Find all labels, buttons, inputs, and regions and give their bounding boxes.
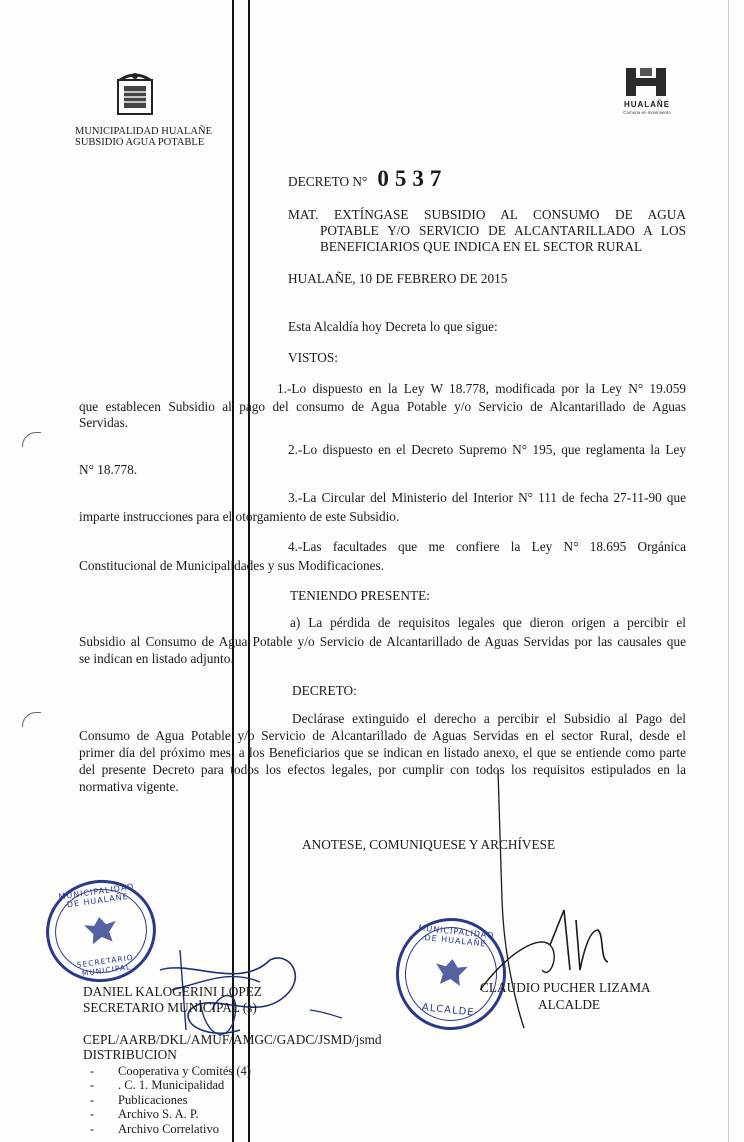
decreto-line-1: Declárase extinguido el derecho a percibir el Subsidio al Pago del <box>292 711 686 726</box>
decree-title <box>288 166 447 192</box>
teniendo-a-line-2: Subsidio al Consumo de Agua Potable y/o Servicio de Alcantarillado de Aguas Servidas por las causales que <box>79 634 686 649</box>
decreto-line-2: Consumo de Agua Potable y/o Servicio de Alcantarillado de Aguas Servidas en el sector Rural, desde el <box>79 728 686 743</box>
intro-text: Esta Alcaldía hoy Decreta lo que sigue: <box>288 319 498 334</box>
vistos-1-line-3: Servidas. <box>79 415 129 430</box>
decree-label: DECRETO N° <box>288 174 368 189</box>
eagle-icon <box>81 911 121 950</box>
stamp-left-top-text: MUNICIPALIDAD DE HUALAÑE <box>58 881 135 910</box>
binder-hole-mark <box>22 712 41 727</box>
page-edge <box>728 0 729 1142</box>
vistos-2-line-1: 2.-Lo dispuesto en el Decreto Supremo N° 195, que reglamenta la Ley <box>288 442 686 457</box>
list-item: - Archivo Correlativo <box>90 1121 220 1136</box>
decree-number: 0537 <box>377 166 448 191</box>
distribution-heading: DISTRIBUCION <box>83 1047 177 1062</box>
closing-formula: ANOTESE, COMUNIQUESE Y ARCHÍVESE <box>302 837 556 852</box>
subject-line-1: MAT. EXTÍNGASE SUBSIDIO AL CONSUMO DE AGUA <box>288 207 686 222</box>
vistos-4-line-2: Constitucional de Municipalidades y sus Modificaciones. <box>79 558 385 573</box>
mayor-title: ALCALDE <box>538 997 601 1012</box>
list-item: - Publicaciones <box>90 1092 188 1107</box>
vistos-1-line-1: 1.-Lo dispuesto en la Ley W 18.778, modificada por la Ley N° 19.059 <box>277 381 686 396</box>
vistos-1-line-2: que establecen Subsidio al pago del consumo de Agua Potable y/o Servicio de Alcantarillado de Aguas <box>79 399 686 414</box>
secretary-name: DANIEL KALOGERINI LOPEZ <box>83 984 262 999</box>
secretary-stamp <box>39 873 162 989</box>
teniendo-heading: TENIENDO PRESENTE: <box>290 588 430 603</box>
place-date: HUALAÑE, 10 DE FEBRERO DE 2015 <box>288 271 508 286</box>
teniendo-a-line-1: a) La pérdida de requisitos legales que dieron origen a percibir el <box>290 615 686 630</box>
municipality-name: MUNICIPALIDAD HUALAÑE <box>75 126 212 137</box>
subject-line-3: BENEFICIARIOS QUE INDICA EN EL SECTOR RURAL <box>320 239 643 254</box>
secretary-title: SECRETARIO MUNICIPAL (s) <box>83 1000 257 1015</box>
stamp-right-bottom-text: ALCALDE <box>421 1002 476 1019</box>
binder-hole-mark <box>22 432 41 447</box>
decreto-heading: DECRETO: <box>292 683 357 698</box>
eagle-icon <box>432 953 471 991</box>
department-name: SUBSIDIO AGUA POTABLE <box>75 137 205 148</box>
list-item: - Cooperativa y Comités (4) <box>90 1064 251 1078</box>
vistos-4-line-1: 4.-Las facultades que me confiere la Ley N° 18.695 Orgánica <box>288 539 686 554</box>
logo-name: HUALAÑE <box>623 100 671 109</box>
initials-line: CEPL/AARB/DKL/AMUF/AMGC/GADC/JSMD/jsmd <box>83 1032 382 1047</box>
stamp-left-bottom-text: SECRETARIO MUNICIPAL <box>76 952 135 979</box>
h-logo-icon <box>624 66 668 98</box>
teniendo-a-line-3: se indican en listado adjunto. <box>79 651 234 666</box>
logo-tagline: Comuna en movimiento <box>623 110 671 115</box>
distribution-list <box>90 1063 251 1135</box>
hualane-logo <box>620 66 674 118</box>
decreto-line-3: primer día del próximo mes, a los Beneficiarios que se indican en listado anexo, el que se entiende como parte <box>79 745 686 760</box>
list-item: - Archivo S. A. P. <box>90 1107 199 1122</box>
mayor-name: CLAUDIO PUCHER LIZAMA <box>480 980 651 995</box>
decreto-line-4: del presente Decreto para todos los efectos legales, por cumplir con todos los requisitos estipulados en la <box>79 762 686 777</box>
coat-of-arms-icon <box>110 70 160 120</box>
vistos-2-line-2: N° 18.778. <box>79 462 138 477</box>
vistos-3-line-2: imparte instrucciones para el otorgamiento de este Subsidio. <box>79 509 400 524</box>
decreto-line-5: normativa vigente. <box>79 779 179 794</box>
list-item: - . C. 1. Municipalidad <box>90 1078 225 1093</box>
stamp-right-top-text: MUNICIPALIDAD DE HUALAÑE <box>418 923 495 949</box>
vistos-heading: VISTOS: <box>288 350 338 365</box>
subject-line-2: POTABLE Y/O SERVICIO DE ALCANTARILLADO A LOS <box>320 223 686 238</box>
vistos-3-line-1: 3.-La Circular del Ministerio del Interior N° 111 de fecha 27-11-90 que <box>288 490 686 505</box>
